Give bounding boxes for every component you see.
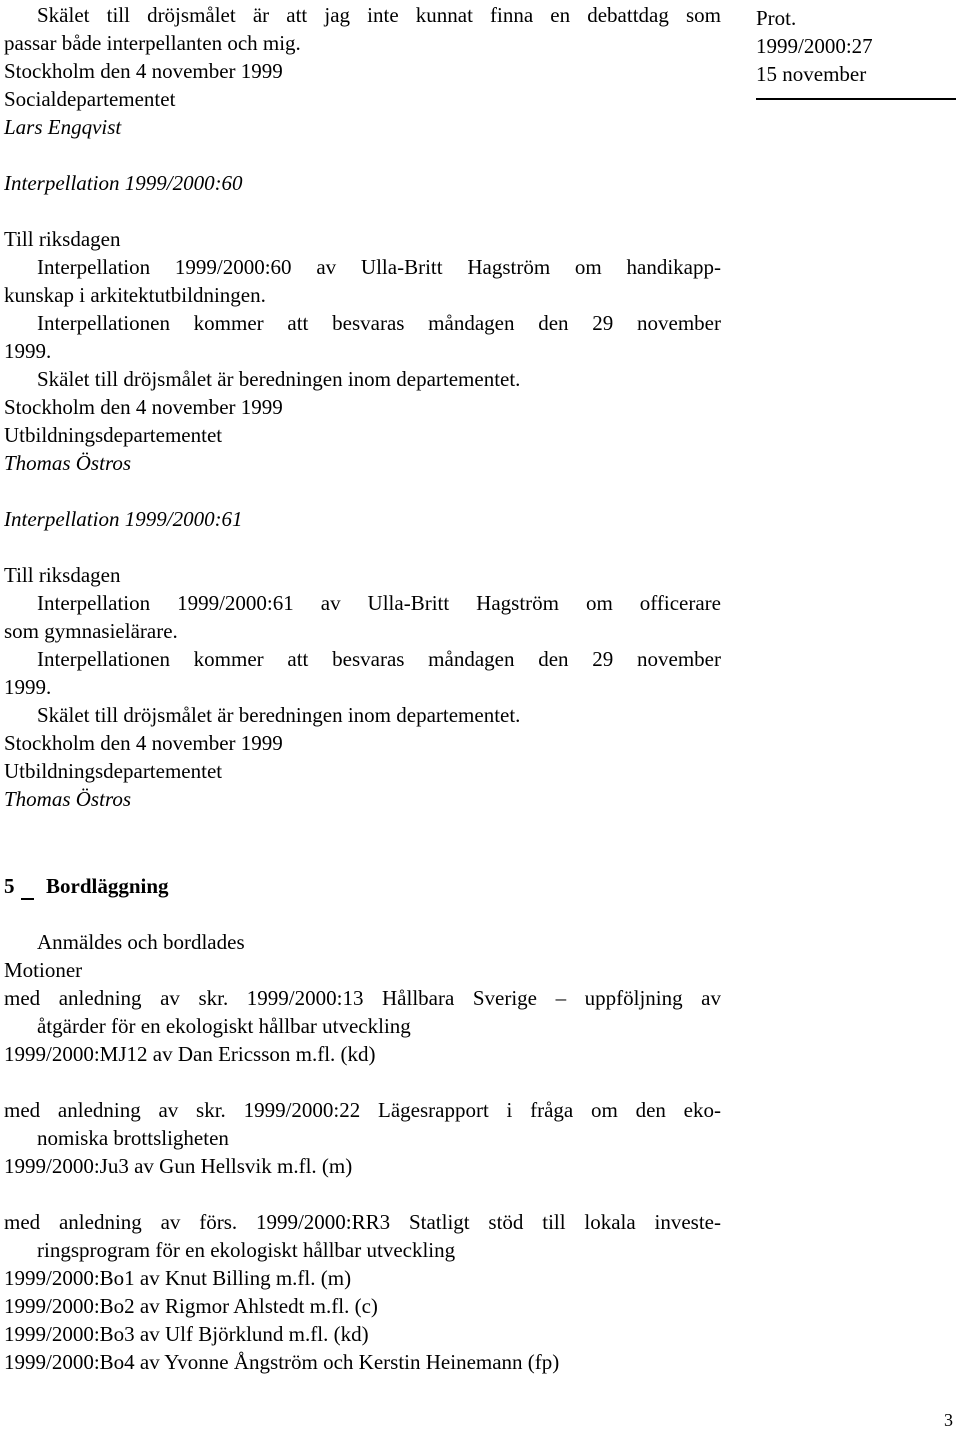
motions-label: Motioner [4,958,83,982]
group-2-motion: 1999/2000:Ju3 av Gun Hellsvik m.fl. (m) [4,1154,353,1178]
top-text-line-1: Skälet till dröjsmålet är att jag inte kunnat finna en debattdag som [37,3,721,27]
group-3-motion-1: 1999/2000:Bo1 av Knut Billing m.fl. (m) [4,1266,352,1290]
interpellation-61-place-date: Stockholm den 4 november 1999 [4,731,283,755]
interpellation-61-answer-2: 1999. [4,675,52,699]
interpellation-60-place-date: Stockholm den 4 november 1999 [4,395,283,419]
group-3-motion-3: 1999/2000:Bo3 av Ulf Björklund m.fl. (kd) [4,1322,369,1346]
group-3-line-2: ringsprogram för en ekologiskt hållbar utveckling [37,1238,456,1262]
interpellation-60-to: Till riksdagen [4,227,121,251]
interpellation-60-body-2: kunskap i arkitektutbildningen. [4,283,266,307]
group-3-motion-4: 1999/2000:Bo4 av Yvonne Ångström och Kerstin Heinemann (fp) [4,1350,560,1374]
header-date: 15 november [756,62,867,86]
interpellation-60-reason: Skälet till dröjsmålet är beredningen inom departementet. [37,367,521,391]
interpellation-60-answer-2: 1999. [4,339,52,363]
group-2-line-1: med anledning av skr. 1999/2000:22 Lägesrapport i fråga om den eko- [4,1098,721,1122]
interpellation-61-answer-1: Interpellationen kommer att besvaras måndagen den 29 november [37,647,721,671]
announced-text: Anmäldes och bordlades [37,930,245,954]
interpellation-61-title: Interpellation 1999/2000:61 [4,507,243,531]
interpellation-61-reason: Skälet till dröjsmålet är beredningen inom departementet. [37,703,521,727]
top-department: Socialdepartementet [4,87,176,111]
interpellation-60-body-1: Interpellation 1999/2000:60 av Ulla-Britt Hagström om handikapp- [37,255,721,279]
top-place-date: Stockholm den 4 november 1999 [4,59,283,83]
interpellation-61-signer: Thomas Östros [4,787,132,811]
page-header [756,4,956,88]
interpellation-61-body-1: Interpellation 1999/2000:61 av Ulla-Britt Hagström om officerare [37,591,721,615]
group-1-line-1: med anledning av skr. 1999/2000:13 Hållbara Sverige – uppföljning av [4,986,721,1010]
header-prot: Prot. [756,6,797,30]
interpellation-61-to: Till riksdagen [4,563,121,587]
section-rule [21,898,34,900]
page-number: 3 [944,1410,953,1430]
group-1-motion: 1999/2000:MJ12 av Dan Ericsson m.fl. (kd) [4,1042,376,1066]
top-signer: Lars Engqvist [4,115,122,139]
interpellation-61-department: Utbildningsdepartementet [4,759,223,783]
header-rule [756,98,956,100]
interpellation-60-title: Interpellation 1999/2000:60 [4,171,243,195]
header-number: 1999/2000:27 [756,34,873,58]
interpellation-60-department: Utbildningsdepartementet [4,423,223,447]
section-number: 5 [4,874,15,898]
group-1-line-2: åtgärder för en ekologiskt hållbar utveckling [37,1014,411,1038]
group-3-motion-2: 1999/2000:Bo2 av Rigmor Ahlstedt m.fl. (c) [4,1294,378,1318]
group-3-line-1: med anledning av förs. 1999/2000:RR3 Statligt stöd till lokala investe- [4,1210,721,1234]
top-text-line-2: passar både interpellanten och mig. [4,31,301,55]
interpellation-60-answer-1: Interpellationen kommer att besvaras måndagen den 29 november [37,311,721,335]
group-2-line-2: nomiska brottsligheten [37,1126,229,1150]
interpellation-60-signer: Thomas Östros [4,451,132,475]
interpellation-61-body-2: som gymnasielärare. [4,619,178,643]
section-title: Bordläggning [46,874,169,898]
